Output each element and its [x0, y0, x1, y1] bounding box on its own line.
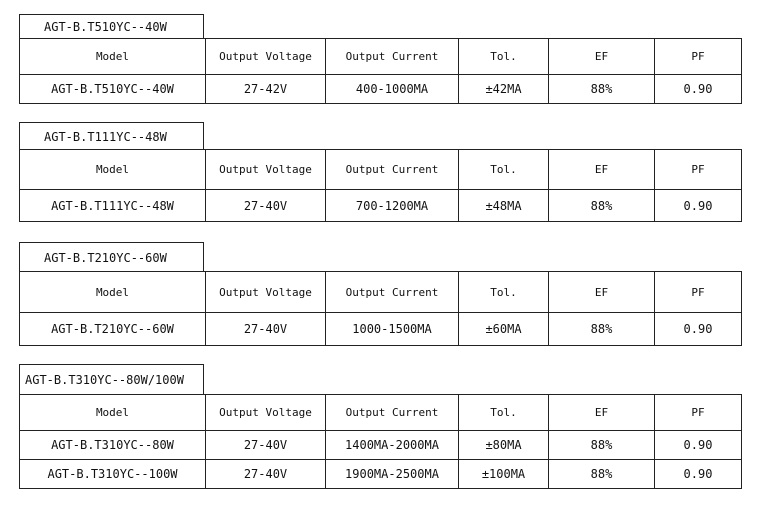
cell-voltage: 27-42V — [206, 75, 326, 104]
cell-tol: ±48MA — [459, 190, 549, 222]
cell-current: 1000-1500MA — [326, 313, 459, 346]
cell-current: 1400MA-2000MA — [326, 431, 459, 460]
spec-table — [19, 149, 742, 222]
cell-pf: 0.90 — [655, 190, 742, 222]
header-model: Model — [20, 272, 206, 313]
table-row — [20, 75, 742, 104]
header-output-current: Output Current — [326, 272, 459, 313]
cell-voltage: 27-40V — [206, 460, 326, 489]
cell-tol: ±42MA — [459, 75, 549, 104]
header-pf: PF — [655, 39, 742, 75]
cell-ef: 88% — [549, 190, 655, 222]
cell-pf: 0.90 — [655, 313, 742, 346]
header-ef: EF — [549, 39, 655, 75]
block-title: AGT-B.T210YC--60W — [19, 242, 204, 272]
header-output-voltage: Output Voltage — [206, 395, 326, 431]
cell-tol: ±100MA — [459, 460, 549, 489]
cell-model: AGT-B.T111YC--48W — [20, 190, 206, 222]
spec-block-3 — [19, 242, 741, 346]
header-pf: PF — [655, 272, 742, 313]
spec-block-1 — [19, 14, 741, 104]
block-title: AGT-B.T510YC--40W — [19, 14, 204, 39]
header-tol: Tol. — [459, 272, 549, 313]
cell-voltage: 27-40V — [206, 431, 326, 460]
cell-current: 1900MA-2500MA — [326, 460, 459, 489]
header-model: Model — [20, 395, 206, 431]
cell-current: 700-1200MA — [326, 190, 459, 222]
header-output-voltage: Output Voltage — [206, 150, 326, 190]
header-pf: PF — [655, 395, 742, 431]
header-row — [20, 39, 742, 75]
header-ef: EF — [549, 395, 655, 431]
cell-ef: 88% — [549, 460, 655, 489]
cell-ef: 88% — [549, 431, 655, 460]
cell-pf: 0.90 — [655, 460, 742, 489]
header-row — [20, 395, 742, 431]
header-ef: EF — [549, 150, 655, 190]
header-output-current: Output Current — [326, 395, 459, 431]
header-ef: EF — [549, 272, 655, 313]
cell-ef: 88% — [549, 313, 655, 346]
spec-table — [19, 38, 742, 104]
spec-block-4 — [19, 364, 741, 490]
header-pf: PF — [655, 150, 742, 190]
spec-table — [19, 394, 742, 489]
header-output-voltage: Output Voltage — [206, 39, 326, 75]
header-output-current: Output Current — [326, 150, 459, 190]
cell-model: AGT-B.T510YC--40W — [20, 75, 206, 104]
block-title: AGT-B.T310YC--80W/100W — [19, 364, 204, 395]
table-row — [20, 431, 742, 460]
cell-tol: ±80MA — [459, 431, 549, 460]
spec-block-2 — [19, 122, 741, 222]
cell-pf: 0.90 — [655, 75, 742, 104]
cell-model: AGT-B.T310YC--80W — [20, 431, 206, 460]
table-row — [20, 313, 742, 346]
cell-voltage: 27-40V — [206, 313, 326, 346]
header-output-current: Output Current — [326, 39, 459, 75]
cell-model: AGT-B.T210YC--60W — [20, 313, 206, 346]
header-tol: Tol. — [459, 150, 549, 190]
header-tol: Tol. — [459, 39, 549, 75]
cell-pf: 0.90 — [655, 431, 742, 460]
cell-ef: 88% — [549, 75, 655, 104]
spec-table — [19, 271, 742, 346]
block-title: AGT-B.T111YC--48W — [19, 122, 204, 150]
header-row — [20, 272, 742, 313]
header-tol: Tol. — [459, 395, 549, 431]
header-output-voltage: Output Voltage — [206, 272, 326, 313]
cell-tol: ±60MA — [459, 313, 549, 346]
header-row — [20, 150, 742, 190]
table-row — [20, 190, 742, 222]
cell-current: 400-1000MA — [326, 75, 459, 104]
header-model: Model — [20, 150, 206, 190]
cell-model: AGT-B.T310YC--100W — [20, 460, 206, 489]
header-model: Model — [20, 39, 206, 75]
table-row — [20, 460, 742, 489]
cell-voltage: 27-40V — [206, 190, 326, 222]
